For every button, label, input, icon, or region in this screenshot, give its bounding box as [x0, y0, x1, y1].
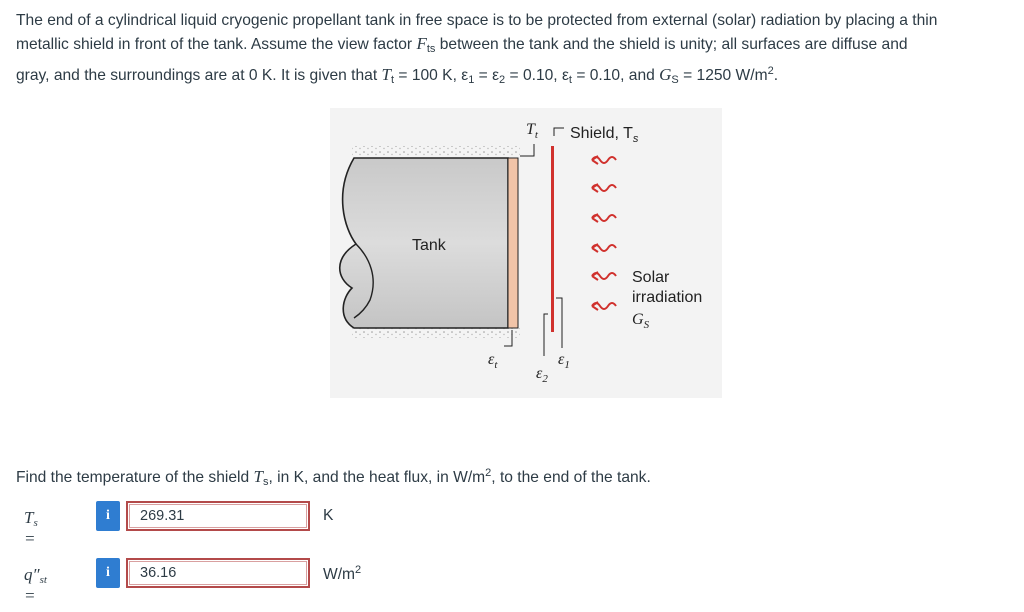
tank-label: Tank — [412, 237, 446, 254]
eps-2-label: $\varepsilon_2$ — [536, 365, 548, 385]
problem-line-2: metallic shield in front of the tank. Assume the view factor $F_{ts}$ between the tank and the shield is unity; all surfaces are diffuse and — [16, 33, 908, 55]
question-text: Find the temperature of the shield $T_s$, in K, and the heat flux, in $W/m^2$, to the end of the tank. — [16, 467, 651, 488]
eps-t-label: $\varepsilon_t$ — [488, 351, 498, 371]
solar-label-line-1: Solar — [632, 269, 670, 286]
shield-plate — [551, 146, 554, 332]
tank-shield-figure — [330, 108, 722, 398]
insulation-bottom — [352, 328, 520, 338]
shield-label: Shield, $T_s$ — [570, 125, 639, 145]
solar-label-line-2: irradiation — [632, 289, 703, 306]
Ts-answer-field[interactable]: 269.31 — [126, 501, 310, 531]
Ts-unit: K — [323, 507, 334, 524]
info-icon[interactable]: i — [96, 501, 120, 531]
problem-statement — [16, 10, 1012, 92]
problem-line-1: The end of a cylindrical liquid cryogenic propellant tank in free space is to be protected from external (solar) radiation by placing a thin — [16, 12, 938, 29]
Gs-label: $G_S$ — [632, 311, 650, 331]
tank-end-surface — [508, 158, 518, 328]
eps-1-label: $\varepsilon_1$ — [558, 351, 570, 371]
qst-unit: $W/m^2$ — [323, 564, 362, 583]
qst-answer-field[interactable]: 36.16 — [126, 558, 310, 588]
tank-shield-diagram — [330, 108, 722, 398]
problem-line-3: gray, and the surroundings are at 0 K. It is given that $T_t = 100$ K, $\varepsilon_1 = \varepsilon_2 = 0.10$, $\varepsilon_t = 0.10$, and $G_S = 1250$ $W/m^2$. — [16, 65, 779, 86]
Tt-label: $T_t$ — [526, 121, 538, 141]
Ts-label: $T_s$ = — [24, 508, 38, 548]
insulation-top — [352, 146, 520, 156]
qst-label: $q''_{st}$ = — [24, 565, 47, 605]
info-icon[interactable]: i — [96, 558, 120, 588]
